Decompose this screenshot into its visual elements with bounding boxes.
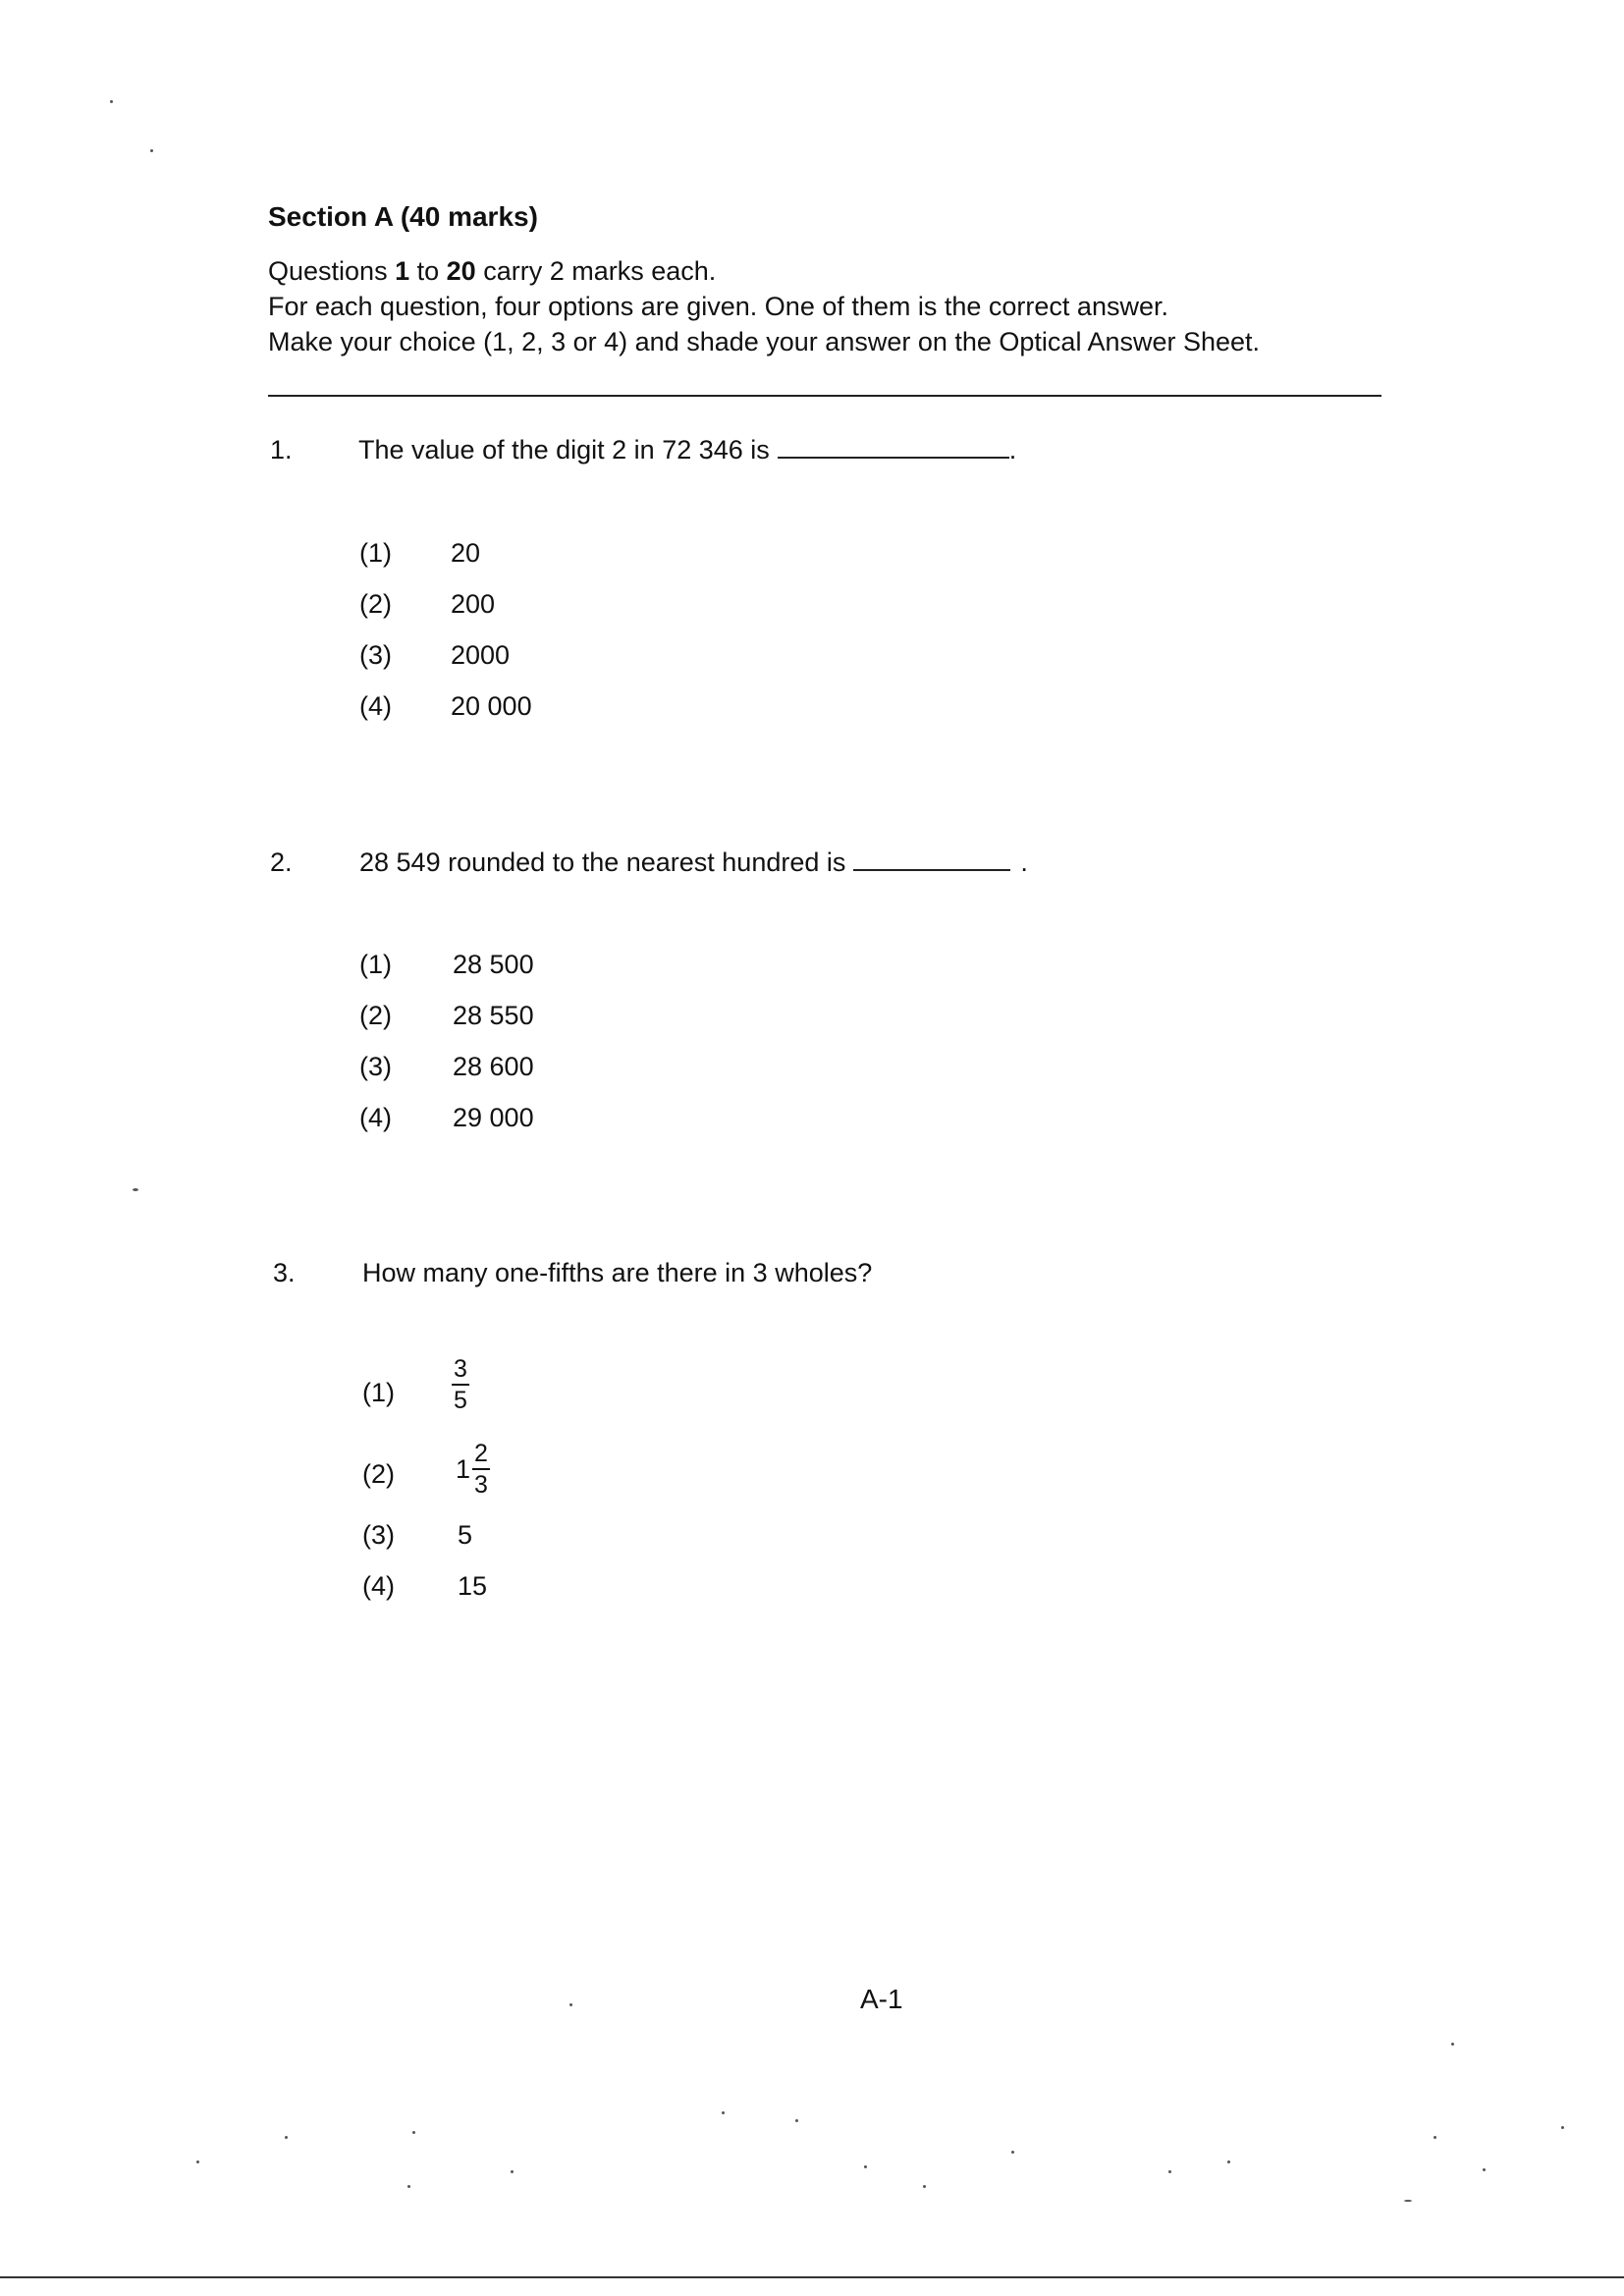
speck — [1404, 2200, 1412, 2202]
question-number: 2. — [270, 847, 293, 877]
instruction-text: carry 2 marks each. — [475, 256, 717, 286]
speck — [412, 2131, 415, 2134]
option-label: (2) — [359, 589, 392, 619]
option-label: (3) — [359, 640, 392, 670]
speck — [1227, 2160, 1230, 2163]
speck — [569, 2003, 572, 2006]
speck — [511, 2170, 514, 2173]
option-value: 28 600 — [453, 1052, 534, 1081]
speck — [150, 149, 153, 152]
speck — [407, 2185, 410, 2188]
fraction-numerator: 3 — [454, 1355, 467, 1383]
fraction — [452, 1355, 469, 1414]
option-label: (2) — [359, 1001, 392, 1030]
speck — [923, 2185, 926, 2188]
speck — [1434, 2136, 1436, 2139]
option-label: (4) — [359, 1103, 392, 1132]
footer-border — [0, 2276, 1624, 2278]
mixed-whole: 1 — [456, 1453, 471, 1484]
option-mixed-number — [456, 1440, 490, 1499]
speck — [1451, 2043, 1454, 2046]
header-divider — [268, 395, 1381, 397]
instruction-line-2: For each question, four options are given. One of them is the correct answer. — [268, 292, 1168, 321]
option-label: (4) — [362, 1571, 395, 1601]
fraction-bar — [472, 1468, 490, 1470]
option-value: 2000 — [451, 640, 511, 670]
option-label: (1) — [359, 950, 392, 979]
option-label: (4) — [359, 691, 392, 721]
option-value: 200 — [451, 589, 496, 619]
option-value: 5 — [458, 1520, 473, 1550]
question-stem: The value of the digit 2 in 72 346 is — [358, 435, 770, 465]
instruction-line-3: Make your choice (1, 2, 3 or 4) and shade your answer on the Optical Answer Sheet. — [268, 327, 1261, 356]
option-label: (2) — [362, 1459, 395, 1489]
option-label: (3) — [359, 1052, 392, 1081]
question-end: . — [1020, 847, 1028, 877]
speck — [196, 2160, 199, 2163]
option-value: 20 — [451, 538, 481, 568]
page-number: A-1 — [860, 1984, 903, 2014]
option-value: 28 550 — [453, 1001, 534, 1030]
instruction-bold: 20 — [446, 256, 476, 286]
option-fraction — [452, 1355, 469, 1414]
question-text: How many one-fifths are there in 3 wholes? — [362, 1258, 873, 1287]
speck — [1011, 2151, 1014, 2154]
instruction-text: to — [409, 256, 447, 286]
speck — [795, 2119, 798, 2122]
option-label: (3) — [362, 1520, 395, 1550]
question-number: 1. — [270, 435, 293, 465]
speck — [285, 2136, 288, 2139]
instruction-text: Questions — [268, 256, 396, 286]
answer-blank — [853, 849, 1010, 871]
question-number: 3. — [273, 1258, 296, 1287]
fraction-denominator: 5 — [454, 1387, 467, 1414]
instruction-bold: 1 — [395, 256, 410, 286]
section-title: Section A (40 marks) — [268, 201, 538, 232]
question-text — [359, 847, 1028, 878]
speck — [1483, 2168, 1486, 2171]
option-value: 29 000 — [453, 1103, 534, 1132]
fraction-bar — [452, 1384, 469, 1386]
question-end: . — [1008, 435, 1017, 465]
answer-blank — [778, 437, 1009, 459]
fraction — [472, 1440, 490, 1499]
speck — [1168, 2170, 1171, 2173]
question-stem: 28 549 rounded to the nearest hundred is — [359, 847, 846, 877]
speck — [133, 1188, 138, 1191]
option-label: (1) — [362, 1378, 395, 1407]
fraction-numerator: 2 — [474, 1440, 488, 1467]
speck — [722, 2111, 725, 2114]
option-value: 28 500 — [453, 950, 534, 979]
option-value: 20 000 — [451, 691, 532, 721]
speck — [110, 100, 113, 103]
option-value: 15 — [458, 1571, 488, 1601]
fraction-denominator: 3 — [474, 1471, 488, 1499]
speck — [864, 2165, 867, 2168]
speck — [1561, 2126, 1564, 2129]
question-text — [358, 435, 1016, 465]
instruction-line-1 — [268, 253, 716, 289]
option-label: (1) — [359, 538, 392, 568]
